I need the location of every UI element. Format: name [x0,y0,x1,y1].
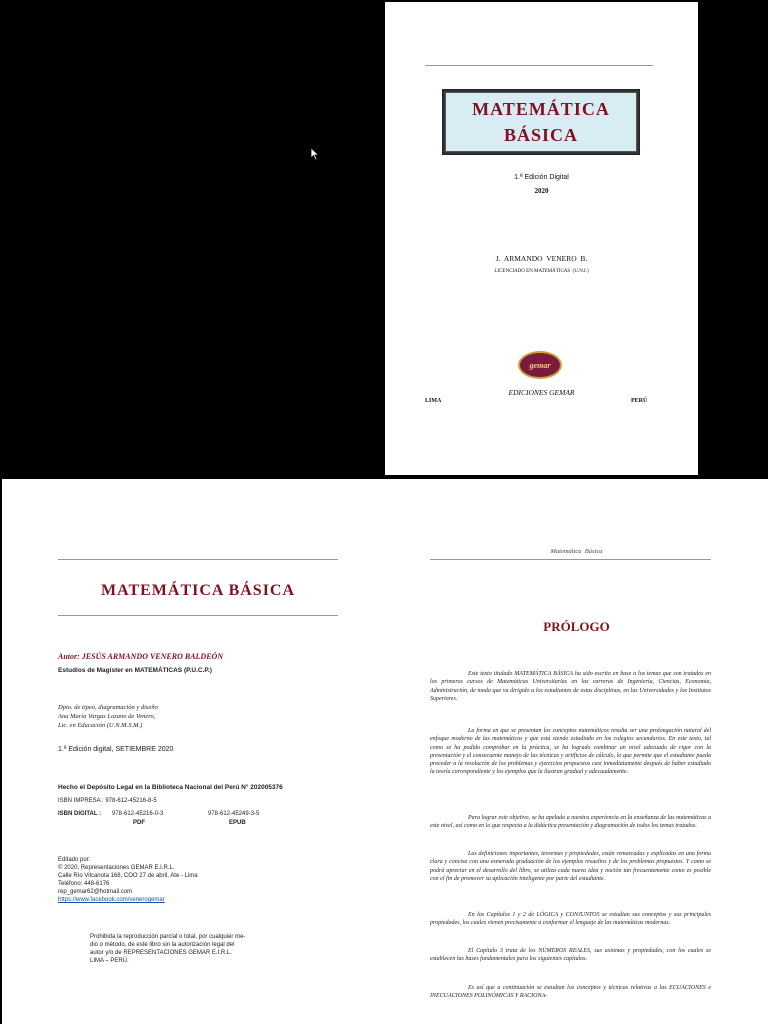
cover-city: LIMA [425,398,442,404]
cover-title-line1: MATEMÁTICA [472,99,610,119]
gemar-logo-text: gemar [529,360,551,370]
isbn-pdf: 978-612-45216-0-3 [112,811,164,817]
studies-line [58,667,212,674]
studies-field: MATEMÁTICAS (P.U.C.P.) [134,667,212,674]
header-rule [430,559,711,560]
design-line3: Lic. en Educación (U.N.M.S.M.) [58,722,143,729]
cover-title-box [442,89,640,155]
copyright-title-rule [58,615,338,616]
prologue-paragraph-2: La forma en que se presentan los conceptos matemáticos resulta ser una prolongación natural del enfoque moderno de las matemáticas y que está siendo estudiado en los colegios secundarios. En este texto, tal como se ha podido comprobar en la práctica, se ha logrado combinar un nivel adecuado de rigor con la presentación y el consecuente manejo de las técnicas y artificios de cálculo, lo que permite que el estudiante pueda proceder a la resolución de los problemas y ejercicios propuestos casi inmediatamente después de haber estudiado la teoría correspondiente y los ejemplos que la ilustran gradual y adecuadamente. [430,728,711,776]
cover-year: 2020 [534,187,549,195]
epub-label: EPUB [229,820,246,826]
notice-line4: LIMA – PERÚ. [90,958,129,964]
isbn-epub: 978-612-45249-3-5 [208,811,260,817]
prologue-heading: PRÓLOGO [543,619,610,634]
edit-line2: Calle Río Vilcanota 168, COO 27 de abril, Ate - Lima [58,873,198,879]
prologue-paragraph-4: Las definiciones importantes, teoremas y propiedades, están remarcadas y explicadas en una forma clara y concisa con una esmerada graduación de los ejemplos resueltos y de los problemas propuestos. Y como se podrá apreciar en el desarrollo del libro, se utiliza cada nueva idea y noción tan frecuentemente como es posible con el fin de promover su aplicación inteligente por parte del estudiante. [430,851,711,882]
prologue-paragraph-3: Para lograr este objetivo, se ha apelado a nuestra experiencia en la enseñanza de las matemáticas a este nivel, así como en lo que respecta a la didáctica presentación y diagramación de todos los temas tratados. [430,815,711,830]
cover-publisher: EDICIONES GEMAR [508,388,575,397]
cover-edition: 1.ª Edición Digital [514,174,569,181]
cover-title-line2: BÁSICA [503,125,579,145]
edit-line4: rep_gemar62@hotmail.com [58,889,133,895]
author-label: Autor: [58,652,80,661]
notice-line3: autor y/o de REPRESENTACIONES GEMAR E.I.R.L. [90,950,232,956]
mouse-cursor-icon [310,147,320,161]
facebook-link[interactable]: https://www.facebook.com/venerogemar [58,897,165,903]
studies-prefix: Estudios de Magíster en [58,667,133,674]
design-line2: Ana María Vargas Lozano de Venero, [58,713,156,720]
prologue-paragraph-7: Es así que a continuación se estudian los conceptos y técnicas relativas a las ECUACIONES e INECUACIONES POLINÓMICAS Y RACIONA- [430,985,711,1000]
cover-degree: LICENCIADO EN MATEMÁTICAS (U.N.I.) [494,269,589,274]
prologue-paragraph-1: Este texto titulado MATEMÁTICA BÁSICA ha sido escrito en base a los temas que son tratados en los primeros cursos de Matemáticas Universitarias en las carreras de Ingeniería, Ciencias, Economía, Administración, de modo que va dirigido a los estudiantes de estas disciplinas, en las Universidades y los Institutos Superiores. [430,671,711,702]
edited-by: Editado por: [58,857,91,863]
cover-top-rule [425,65,653,66]
edition-line: 1.ª Edición digital, SETIEMBRE 2020 [58,746,174,753]
edit-line3: Teléfono: 448-6176 [58,881,110,887]
prologue-page [385,479,768,1024]
notice-line1: Prohibida la reproducción parcial o total, por cualquier me- [90,934,246,940]
copyright-page [2,479,385,1024]
deposit-line: Hecho el Depósito Legal en la Biblioteca Nacional del Perú N° 202005376 [58,784,283,791]
design-credits [58,703,158,730]
cover-author: J. ARMANDO VENERO B. [495,254,588,263]
copyright-title: MATEMÁTICA BÁSICA [100,582,296,599]
cover-page [385,2,698,475]
cover-country: PERÚ [631,398,648,404]
copyright-top-rule [58,559,338,560]
notice-line2: dio o método, de este libro sin la autorización legal del [90,942,235,948]
pdf-label: PDF [133,820,145,826]
design-line1: Dpto. de tipeo, diagramación y diseño [58,704,158,711]
reproduction-notice [90,933,245,965]
prologue-paragraph-5: En los Capítulos 1 y 2 de LÓGICA y CONJUNTOS se estudian sus conceptos y sus principales propiedades, los cuales vienen precisamente a conformar el lenguaje de las matemáticas modernas. [430,912,711,927]
isbn-digital-label: ISBN DIGITAL : [58,811,102,817]
author-line [58,652,223,661]
publisher-info [58,856,198,904]
prologue-paragraph-6: El Capítulo 3 trata de los NÚMEROS REALES, sus axiomas y propiedades, con los cuales se establecen las bases fundamentales para los siguientes capítulos. [430,948,711,963]
gemar-logo [518,351,562,379]
edit-line1: © 2020, Representaciones GEMAR E.I.R.L. [58,865,175,871]
running-header: Matemática Básica [550,548,603,555]
author-name: JESÚS ARMANDO VENERO BALDEÓN [81,652,224,661]
isbn-print: ISBN IMPRESA : 978-612-45216-8-5 [58,798,157,804]
